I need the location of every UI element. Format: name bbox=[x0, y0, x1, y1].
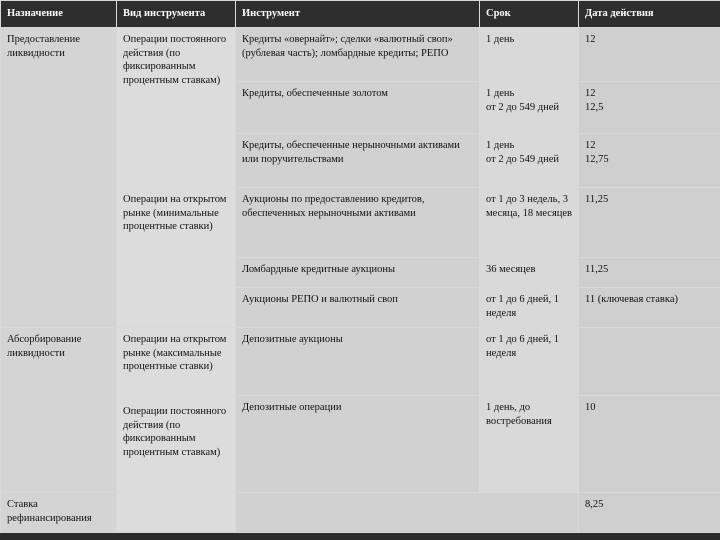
purpose-liquidity-absorption: Абсорбирование ликвидности bbox=[1, 328, 117, 493]
term-cell: от 1 до 6 дней, 1 неделя bbox=[480, 328, 579, 396]
instrument-cell bbox=[236, 493, 579, 533]
instrument-cell: Ломбардные кредитные аукционы bbox=[236, 258, 480, 288]
rate-cell: 12 12,75 bbox=[579, 134, 720, 188]
rate-cell: 10 bbox=[579, 396, 720, 493]
type-open-market-max: Операции на открытом рынке (максимальные процентные ставки) bbox=[117, 328, 236, 396]
rate-cell bbox=[579, 328, 720, 396]
type-standing-fixed: Операции постоянного действия (по фиксированным процентным ставкам) bbox=[117, 28, 236, 188]
instrument-cell: Кредиты, обеспеченные золотом bbox=[236, 82, 480, 134]
term-cell: от 1 до 3 недель, 3 месяца, 18 месяцев bbox=[480, 188, 579, 258]
table-header-row bbox=[1, 1, 720, 28]
rate-cell: 12 12,5 bbox=[579, 82, 720, 134]
header-term: Срок bbox=[480, 1, 579, 28]
term-cell: 1 день, до востребования bbox=[480, 396, 579, 493]
table-row bbox=[1, 28, 720, 82]
table-row bbox=[1, 493, 720, 533]
term-cell: 1 день от 2 до 549 дней bbox=[480, 82, 579, 134]
instrument-cell: Аукционы РЕПО и валютный своп bbox=[236, 288, 480, 328]
type-open-market-min: Операции на открытом рынке (минимальные процентные ставки) bbox=[117, 188, 236, 328]
rate-cell: 11,25 bbox=[579, 258, 720, 288]
instrument-type-cell bbox=[117, 493, 236, 533]
table-row bbox=[1, 328, 720, 396]
term-cell: 1 день bbox=[480, 28, 579, 82]
purpose-liquidity-provision: Предоставление ликвидности bbox=[1, 28, 117, 328]
term-cell: от 1 до 6 дней, 1 неделя bbox=[480, 288, 579, 328]
instrument-cell: Кредиты «овернайт»; сделки «валютный своп» (рублевая часть); ломбардные кредиты; РЕПО bbox=[236, 28, 480, 82]
instrument-cell: Аукционы по предоставлению кредитов, обеспеченных нерыночными активами bbox=[236, 188, 480, 258]
rate-cell: 11 (ключевая ставка) bbox=[579, 288, 720, 328]
header-purpose: Назначение bbox=[1, 1, 117, 28]
header-instrument-type: Вид инструмента bbox=[117, 1, 236, 28]
type-standing-fixed-2: Операции постоянного действия (по фиксированным процентным ставкам) bbox=[117, 396, 236, 493]
header-instrument: Инструмент bbox=[236, 1, 480, 28]
header-rate: Дата действия bbox=[579, 1, 720, 28]
instrument-cell: Депозитные операции bbox=[236, 396, 480, 493]
instrument-cell: Кредиты, обеспеченные нерыночными активами или поручительствами bbox=[236, 134, 480, 188]
instrument-cell: Депозитные аукционы bbox=[236, 328, 480, 396]
term-cell: 1 день от 2 до 549 дней bbox=[480, 134, 579, 188]
rate-cell: 12 bbox=[579, 28, 720, 82]
rate-cell: 8,25 bbox=[579, 493, 720, 533]
purpose-refinancing-rate: Ставка рефинансирования bbox=[1, 493, 117, 533]
term-cell: 36 месяцев bbox=[480, 258, 579, 288]
rate-cell: 11,25 bbox=[579, 188, 720, 258]
